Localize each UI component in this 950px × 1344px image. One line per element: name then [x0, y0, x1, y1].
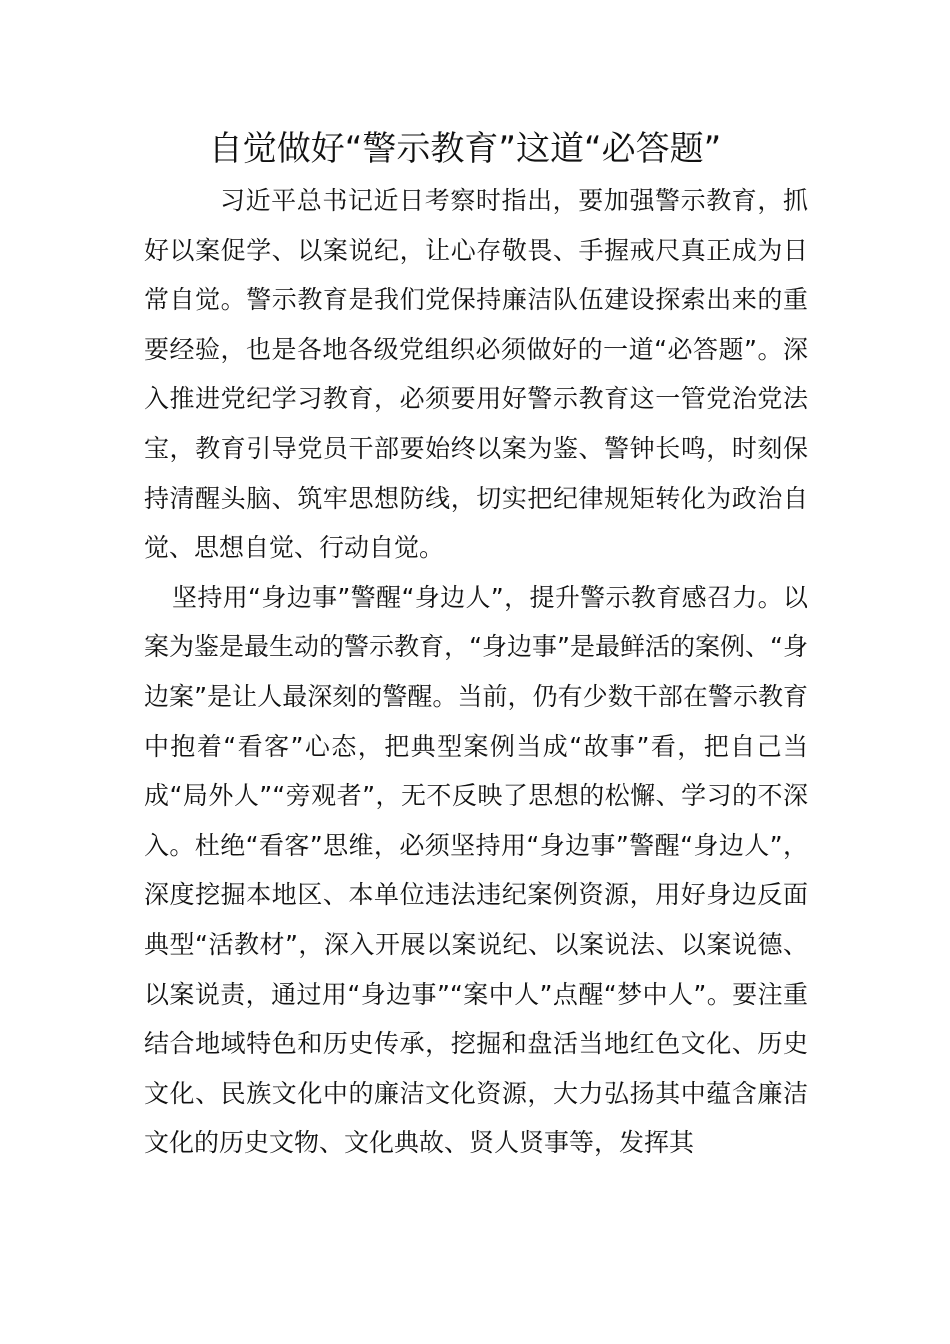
paragraph-2: 坚持用“身边事”警醒“身边人”，提升警示教育感召力。以案为鉴是最生动的警示教育，“身边事”是最鲜活的案例、“身边案”是让人最深刻的警醒。当前，仍有少数干部在警示教育中抱着“看客”心态，把典型案例当成“故事”看，把自己当成“局外人”“旁观者”，无不反映了思想的松懈、学习的不深入。杜绝“看客”思维，必须坚持用“身边事”警醒“身边人”，深度挖掘本地区、本单位违法违纪案例资源，用好身边反面典型“活教材”，深入开展以案说纪、以案说法、以案说德、以案说责，通过用“身边事”“案中人”点醒“梦中人”。要注重结合地域特色和历史传承，挖掘和盘活当地红色文化、历史文化、民族文化中的廉洁文化资源，大力弘扬其中蕴含廉洁文化的历史文物、文化典故、贤人贤事等，发挥其	[144, 582, 808, 1158]
paragraph-1: 习近平总书记近日考察时指出，要加强警示教育，抓好以案促学、以案说纪，让心存敬畏、手握戒尺真正成为日常自觉。警示教育是我们党保持廉洁队伍建设探索出来的重要经验，也是各地各级党组织必须做好的一道“必答题”。深入推进党纪学习教育，必须要用好警示教育这一管党治党法宝，教育引导党员干部要始终以案为鉴、警钟长鸣，时刻保持清醒头脑、筑牢思想防线，切实把纪律规矩转化为政治自觉、思想自觉、行动自觉。	[144, 186, 808, 563]
document-body	[144, 176, 808, 1168]
document-title: 自觉做好“警示教育”这道“必答题”	[208, 129, 722, 169]
